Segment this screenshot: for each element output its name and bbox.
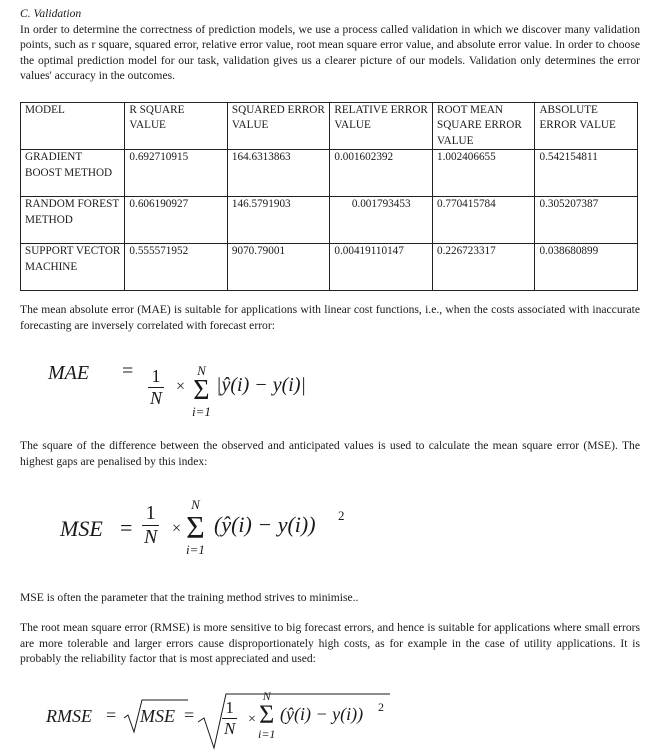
mae-label: MAE xyxy=(48,362,90,384)
cell-rmse: 0.226723317 xyxy=(433,244,535,291)
rmse-fraction: $\frac{1}{N}$ xyxy=(224,698,236,738)
table-row xyxy=(21,150,638,197)
section-heading: C. Validation xyxy=(20,7,82,20)
row-model-name: SUPPORT VECTOR MACHINE xyxy=(21,244,125,291)
mae-fraction: $\frac{1}{N}$ xyxy=(150,366,163,408)
cell-rmse: 1.002406655 xyxy=(433,150,535,197)
validation-table xyxy=(20,102,638,291)
rmse-summation: N Σ i=1 xyxy=(258,689,276,741)
mse-note: MSE is often the parameter that the training method strives to minimise.. xyxy=(20,591,359,604)
mse-fraction: $\frac{1}{N}$ xyxy=(144,502,158,548)
header-rmse: ROOT MEAN SQUARE ERROR VALUE xyxy=(433,102,535,149)
cell-r-square: 0.555571952 xyxy=(125,244,227,291)
mse-paragraph: The square of the difference between the observed and anticipated values is used to calculate the mean square error (MSE). The highest gaps are penalised by this index: xyxy=(20,439,640,468)
mae-equals: = xyxy=(122,360,134,382)
document-page xyxy=(20,6,640,291)
table-header-row xyxy=(21,102,638,149)
intro-paragraph: In order to determine the correctness of prediction models, we use a process called validation in which we discover many validation points, such as r square, squared error, relative error value, root mean square error value, and absolute error value. In order to choose the optimal prediction model for our task, validation gives us a clearer picture of our models. Validation only determines the error values' accuracy in the outcomes. xyxy=(20,22,640,83)
cell-rmse: 0.770415784 xyxy=(433,197,535,244)
rmse-equals-2: = xyxy=(184,705,195,725)
mae-equation xyxy=(48,362,89,385)
cell-squared-error: 9070.79001 xyxy=(227,244,329,291)
cell-absolute-error: 0.305207387 xyxy=(535,197,638,244)
rmse-body: (ŷ(i) − y(i)) xyxy=(280,704,364,724)
cell-relative-error: 0.001793453 xyxy=(330,197,433,244)
rmse-equals: = xyxy=(106,705,117,725)
header-model: MODEL xyxy=(21,102,125,149)
header-relative-error: RELATIVE ERROR VALUE xyxy=(330,102,433,149)
header-squared-error: SQUARED ERROR VALUE xyxy=(227,102,329,149)
mse-times: × xyxy=(172,520,182,537)
cell-absolute-error: 0.038680899 xyxy=(535,244,638,291)
mae-paragraph: The mean absolute error (MAE) is suitable for applications with linear cost functions, i.e., when the costs associated with inaccurate forecasting are inversely correlated with forecast error: xyxy=(20,303,640,332)
cell-squared-error: 146.5791903 xyxy=(227,197,329,244)
rmse-paragraph: The root mean square error (RMSE) is more sensitive to big forecast errors, and hence is suitable for applications where small errors are more tolerable and larger errors cause disproportionately high costs, as for example in the case of utility applications. It is probably the reliability factor that is most appreciated and used: xyxy=(20,621,640,666)
rmse-square: 2 xyxy=(378,700,384,714)
mse-square: 2 xyxy=(338,508,345,523)
cell-relative-error: 0.001602392 xyxy=(330,150,433,197)
header-r-square: R SQUARE VALUE xyxy=(125,102,227,149)
cell-squared-error: 164.6313863 xyxy=(227,150,329,197)
cell-relative-error: 0.00419110147 xyxy=(330,244,433,291)
cell-r-square: 0.606190927 xyxy=(125,197,227,244)
header-absolute-error: ABSOLUTE ERROR VALUE xyxy=(535,102,638,149)
mae-summation: N Σ i=1 xyxy=(192,363,211,419)
mse-label: MSE xyxy=(60,516,103,541)
cell-r-square: 0.692710915 xyxy=(125,150,227,197)
rmse-label: RMSE xyxy=(46,706,92,726)
table-row xyxy=(21,197,638,244)
mae-body: |ŷ(i) − y(i)| xyxy=(216,374,306,396)
rmse-sqrt-mse: MSE xyxy=(140,706,175,726)
row-model-name: RANDOM FOREST METHOD xyxy=(21,197,125,244)
rmse-times: × xyxy=(248,712,256,727)
mse-equals: = xyxy=(120,515,133,540)
mse-summation: N Σ i=1 xyxy=(186,497,205,557)
mse-body: (ŷ(i) − y(i)) xyxy=(214,512,316,537)
table-row xyxy=(21,244,638,291)
mae-times: × xyxy=(176,378,186,395)
cell-absolute-error: 0.542154811 xyxy=(535,150,638,197)
row-model-name: GRADIENT BOOST METHOD xyxy=(21,150,125,197)
